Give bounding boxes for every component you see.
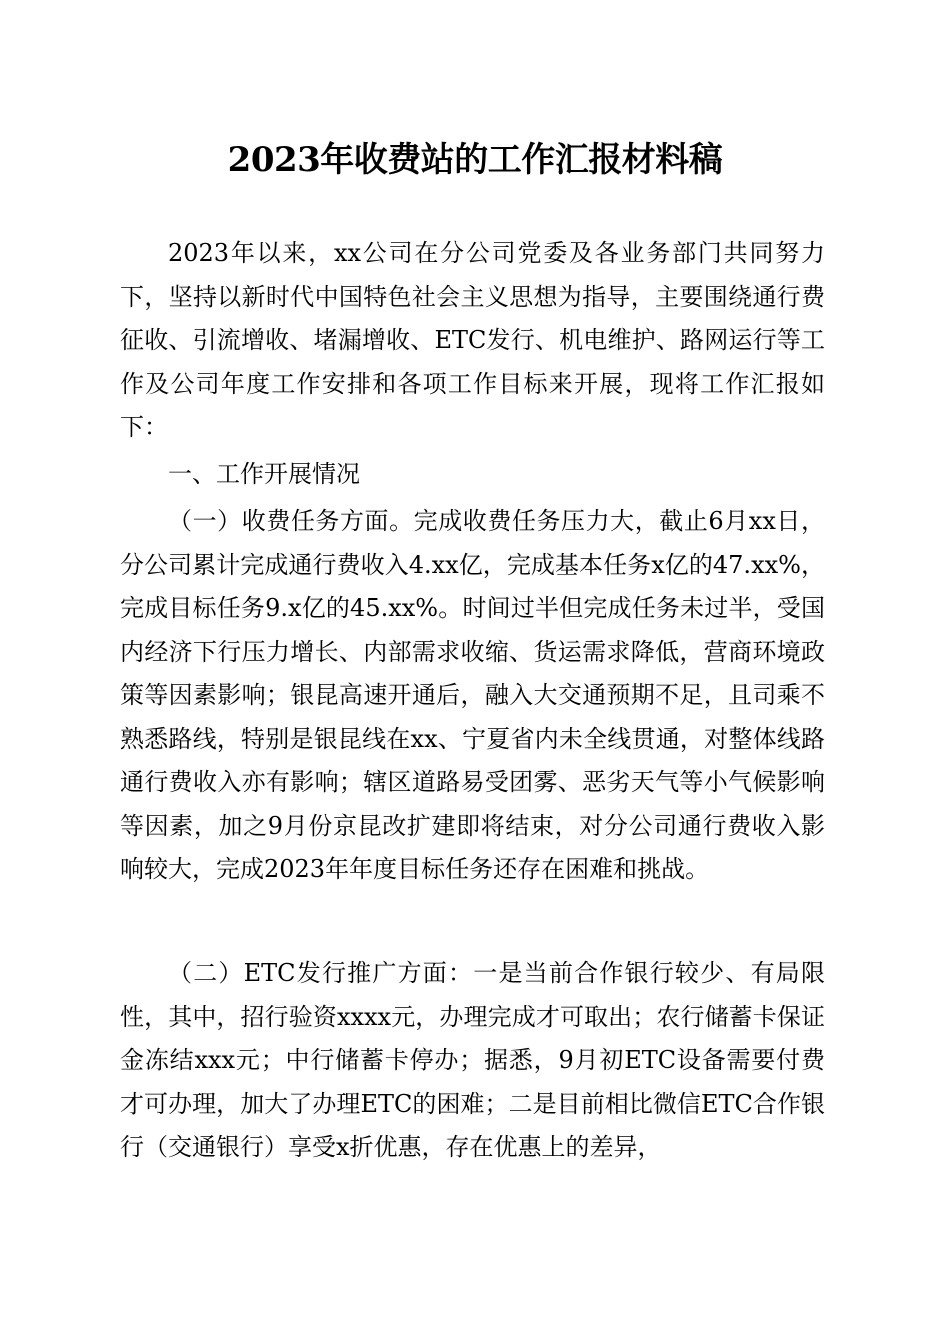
- item-paragraph-fee-collection: （一）收费任务方面。完成收费任务压力大，截止6月xx日，分公司累计完成通行费收入4.xx亿，完成基本任务x亿的47.xx%，完成目标任务9.x亿的45.xx%。时间过半但完成任务未过半，受国内经济下行压力增长、内部需求收缩、货运需求降低，营商环境政策等因素影响；银昆高速开通后，融入大交通预期不足，且司乘不熟悉路线，特别是银昆线在xx、宁夏省内未全线贯通，对整体线路通行费收入亦有影响；辖区道路易受团雾、恶劣天气等小气候影响等因素，加之9月份京昆改扩建即将结束，对分公司通行费收入影响较大，完成2023年年度目标任务还存在困难和挑战。: [120, 507, 825, 883]
- document-title: 2023年收费站的工作汇报材料稿: [227, 140, 723, 180]
- section-heading: 一、工作开展情况: [168, 460, 360, 488]
- intro-paragraph: 2023年以来，xx公司在分公司党委及各业务部门共同努力下，坚持以新时代中国特色社会主义思想为指导，主要围绕通行费征收、引流增收、堵漏增收、ETC发行、机电维护、路网运行等工作及公司年度工作安排和各项工作目标来开展，现将工作汇报如下：: [120, 239, 825, 441]
- item-paragraph-etc-promotion: （二）ETC发行推广方面：一是当前合作银行较少、有局限性，其中，招行验资xxxx元，办理完成才可取出；农行储蓄卡保证金冻结xxx元；中行储蓄卡停办；据悉，9月初ETC设备需要付费才可办理，加大了办理ETC的困难；二是目前相比微信ETC合作银行（交通银行）享受x折优惠，存在优惠上的差异，: [120, 959, 825, 1161]
